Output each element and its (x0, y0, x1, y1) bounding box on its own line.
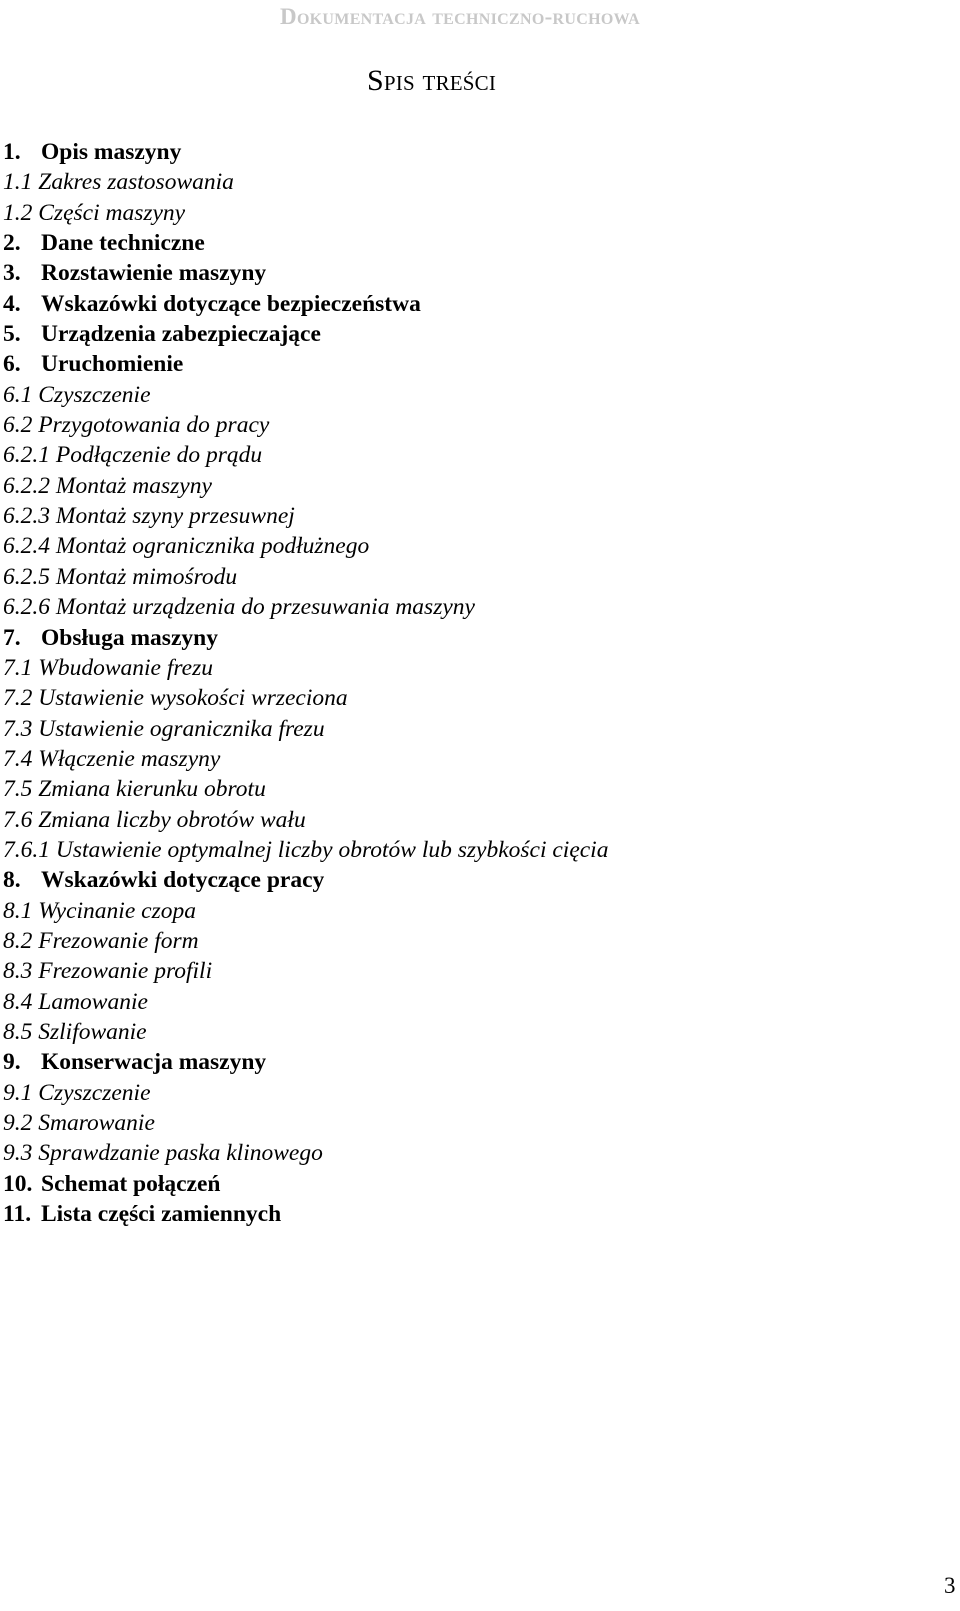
toc-entry (3, 835, 608, 865)
toc-entry (3, 1108, 608, 1138)
toc-entry-text: Sprawdzanie paska klinowego (38, 1140, 323, 1167)
toc-entry-text: Dane techniczne (41, 230, 205, 257)
page-number: 3 (944, 1573, 956, 1598)
toc-entry (3, 319, 608, 349)
toc-entry (3, 1078, 608, 1108)
toc-entry-number: 5. (3, 321, 21, 348)
toc-entry-text: Montaż szyny przesuwnej (55, 503, 295, 530)
toc-entry-text: Lamowanie (38, 988, 148, 1015)
toc-entry (3, 349, 608, 379)
table-of-contents (3, 137, 608, 1229)
toc-entry-text: Opis maszyny (41, 139, 182, 165)
toc-entry (3, 562, 608, 592)
toc-entry (3, 258, 608, 288)
toc-entry-text: Czyszczenie (38, 1079, 151, 1106)
toc-entry (3, 410, 608, 440)
toc-entry (3, 987, 608, 1017)
toc-entry-text: Rozstawienie maszyny (41, 260, 267, 287)
toc-entry-text: Montaż urządzenia do przesuwania maszyny (55, 594, 475, 621)
toc-entry-number: 7.6.1 (3, 836, 50, 863)
toc-entry-text: Urządzenia zabezpieczające (41, 321, 321, 348)
toc-entry-number: 9.3 (3, 1140, 33, 1167)
toc-entry (3, 896, 608, 926)
toc-entry-number: 9.1 (3, 1079, 33, 1106)
toc-entry-number: 7. (3, 624, 21, 651)
toc-entry-number: 4. (3, 290, 21, 317)
toc-entry-number: 8.5 (3, 1018, 33, 1045)
toc-entry (3, 440, 608, 470)
toc-entry (3, 714, 608, 744)
toc-entry-text: Montaż maszyny (55, 472, 212, 499)
toc-entry-number: 6.2.4 (3, 533, 50, 560)
toc-entry (3, 228, 608, 258)
toc-entry-number: 8.3 (3, 958, 33, 985)
toc-entry (3, 805, 608, 835)
toc-entry (3, 956, 608, 986)
toc-entry (3, 926, 608, 956)
toc-entry (3, 198, 608, 228)
toc-entry (3, 1017, 608, 1047)
toc-entry-text: Przygotowania do pracy (38, 412, 270, 439)
toc-entry-number: 6.2 (3, 412, 33, 439)
toc-entry-number: 6.1 (3, 381, 33, 408)
toc-entry (3, 592, 608, 622)
toc-entry-text: Ustawienie ogranicznika frezu (38, 715, 325, 742)
toc-entry-text: Wskazówki dotyczące bezpieczeństwa (41, 290, 421, 317)
toc-entry (3, 137, 608, 167)
toc-entry-text: Wbudowanie frezu (38, 654, 213, 681)
toc-entry-number: 1. (3, 139, 21, 165)
toc-entry-number: 1.2 (3, 199, 33, 226)
toc-entry-number: 9. (3, 1049, 21, 1076)
toc-entry (3, 744, 608, 774)
toc-entry-number: 6.2.5 (3, 563, 50, 590)
toc-entry-number: 10. (3, 1170, 33, 1197)
toc-entry-text: Smarowanie (38, 1110, 155, 1136)
toc-entry-text: Uruchomienie (41, 351, 184, 378)
toc-entry (3, 1138, 608, 1168)
toc-entry (3, 531, 608, 561)
toc-entry-text: Zakres zastosowania (38, 169, 234, 196)
toc-entry-text: Wycinanie czopa (38, 897, 196, 924)
toc-entry-number: 6.2.6 (3, 594, 50, 621)
toc-entry-text: Frezowanie form (38, 927, 199, 954)
toc-entry-number: 7.4 (3, 745, 33, 772)
running-header: Dokumentacja techniczno-ruchowa (280, 4, 640, 29)
toc-entry-number: 6.2.3 (3, 503, 50, 530)
toc-entry-text: Podłączenie do prądu (55, 442, 263, 469)
toc-entry-text: Szlifowanie (38, 1018, 147, 1045)
toc-entry-number: 8. (3, 867, 21, 894)
toc-entry-text: Zmiana liczby obrotów wału (38, 806, 306, 833)
toc-entry (3, 501, 608, 531)
toc-entry-number: 8.2 (3, 927, 33, 954)
toc-entry (3, 167, 608, 197)
toc-entry (3, 1199, 608, 1229)
toc-entry-text: Schemat połączeń (41, 1170, 221, 1197)
toc-entry-number: 9.2 (3, 1110, 33, 1136)
toc-entry-text: Obsługa maszyny (41, 624, 218, 651)
toc-entry-number: 6.2.1 (3, 442, 50, 469)
toc-entry-text: Włączenie maszyny (38, 745, 221, 772)
toc-entry-number: 7.1 (3, 654, 33, 681)
toc-entry (3, 865, 608, 895)
toc-entry-text: Wskazówki dotyczące pracy (41, 867, 325, 894)
toc-entry-number: 6.2.2 (3, 472, 50, 499)
toc-entry-number: 1.1 (3, 169, 33, 196)
toc-entry-text: Konserwacja maszyny (41, 1049, 267, 1076)
toc-entry-text: Czyszczenie (38, 381, 151, 408)
toc-entry-text: Zmiana kierunku obrotu (38, 776, 266, 803)
toc-entry (3, 380, 608, 410)
toc-entry-number: 7.5 (3, 776, 33, 803)
toc-entry (3, 1169, 608, 1199)
page-title: Spis treści (367, 64, 497, 97)
toc-entry (3, 653, 608, 683)
toc-entry (3, 1047, 608, 1077)
toc-entry (3, 471, 608, 501)
toc-entry-number: 8.1 (3, 897, 33, 924)
toc-entry-number: 11. (3, 1201, 32, 1228)
toc-entry-number: 2. (3, 230, 21, 257)
toc-entry-text: Montaż ogranicznika podłużnego (55, 533, 370, 560)
toc-entry-text: Ustawienie wysokości wrzeciona (38, 685, 348, 712)
toc-entry-text: Części maszyny (38, 199, 186, 226)
toc-entry (3, 289, 608, 319)
toc-entry-text: Montaż mimośrodu (55, 563, 238, 590)
toc-entry-number: 6. (3, 351, 21, 378)
toc-entry-number: 7.2 (3, 685, 33, 712)
toc-entry-text: Ustawienie optymalnej liczby obrotów lub szybkości cięcia (55, 836, 609, 863)
toc-entry-text: Lista części zamiennych (41, 1201, 282, 1228)
toc-entry-number: 3. (3, 260, 21, 287)
toc-entry-text: Frezowanie profili (38, 958, 213, 985)
toc-entry (3, 623, 608, 653)
toc-entry-number: 7.3 (3, 715, 33, 742)
toc-entry-number: 7.6 (3, 806, 33, 833)
toc-entry (3, 774, 608, 804)
toc-entry-number: 8.4 (3, 988, 33, 1015)
toc-entry (3, 683, 608, 713)
